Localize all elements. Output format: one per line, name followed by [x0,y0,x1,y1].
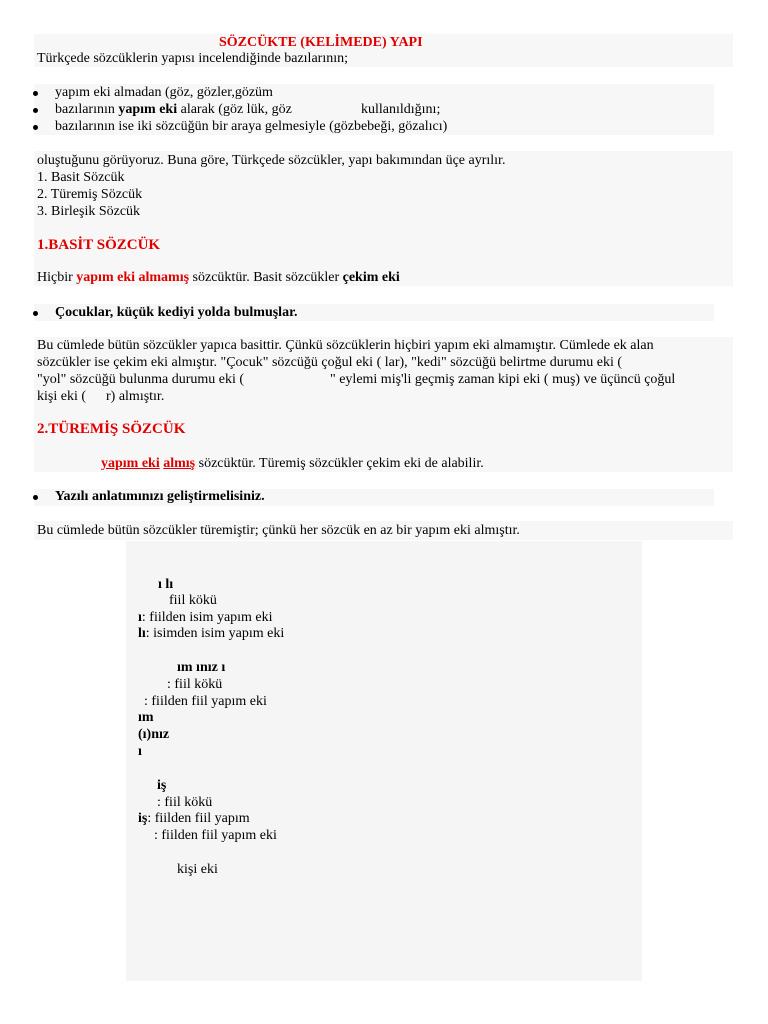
list-item: bazılarının yapım eki alarak (göz lük, göz [55,102,292,117]
definition: yapım eki almış sözcüktür. Türemiş sözcükler çekim eki de alabilir. [101,456,484,471]
analysis-suffix: ım [138,710,154,725]
bullet-icon [33,125,38,130]
definition: Hiçbir yapım eki almamış sözcüktür. Basit sözcükler çekim eki [37,270,400,285]
type-item: 3. Birleşik Sözcük [37,204,141,219]
type-item: 2. Türemiş Sözcük [37,187,143,202]
analysis-line: : fiilden fiil yapım eki [144,694,267,709]
example-sentence: Yazılı anlatımınızı geliştirmelisiniz. [55,489,265,504]
section-heading: 2.TÜREMİŞ SÖZCÜK [37,421,186,437]
explanation-line: Bu cümlede bütün sözcükler türemiştir; çünkü her sözcük en az bir yapım eki almıştır. [37,523,520,538]
analysis-line: iş: fiilden fiil yapım [138,811,250,826]
example-sentence: Çocuklar, küçük kediyi yolda bulmuşlar. [55,305,298,320]
analysis-line: ı: fiilden isim yapım eki [138,610,273,625]
explanation-line: Bu cümlede bütün sözcükler yapıca basittir. Çünkü sözcüklerin hiçbiri yapım eki almamıştır. Cümlede ek alan [37,338,654,353]
list-item: bazılarının ise iki sözcüğün bir araya gelmesiyle (gözbebeği, gözalıcı) [55,119,448,134]
page-title: SÖZCÜKTE (KELİMEDE) YAPI [219,35,423,50]
analysis-line: : fiil kökü [167,677,223,692]
bullet-icon [33,91,38,96]
explanation-line: sözcükler ise çekim eki almıştır. "Çocuk" sözcüğü çoğul eki ( lar), "kedi" sözcüğü belirtme durumu eki ( [37,355,623,370]
bullet-icon [33,311,38,316]
analysis-line: fiil kökü [169,593,217,608]
section-heading: 1.BASİT SÖZCÜK [37,237,161,253]
analysis-head: ım ınız ı [177,660,226,675]
analysis-suffix: (ı)nız [138,727,170,742]
explanation-line: r) almıştır. [106,389,165,404]
bullet-icon [33,108,38,113]
explanation-line: " eylemi miş'li geçmiş zaman kipi eki ( muş) ve üçüncü çoğul [330,372,676,387]
summary-text: oluştuğunu görüyoruz. Buna göre, Türkçede sözcükler, yapı bakımından üçe ayrılır. [37,153,506,168]
explanation-line: kişi eki ( [37,389,86,404]
explanation-line: "yol" sözcüğü bulunma durumu eki ( [37,372,245,387]
analysis-head: iş [157,778,167,793]
intro-text: Türkçede sözcüklerin yapısı incelendiğinde bazılarının; [37,51,348,66]
bullet-icon [33,495,38,500]
type-item: 1. Basit Sözcük [37,170,125,185]
analysis-line: kişi eki [177,862,218,877]
list-item: yapım eki almadan (göz, gözler,gözüm [55,85,273,100]
analysis-head: ı lı [158,577,174,592]
analysis-suffix: ı [138,744,142,759]
list-item-tail: kullanıldığını; [361,102,441,117]
analysis-line: : fiilden fiil yapım eki [154,828,277,843]
analysis-line: lı: isimden isim yapım eki [138,626,285,641]
analysis-line: : fiil kökü [157,795,213,810]
